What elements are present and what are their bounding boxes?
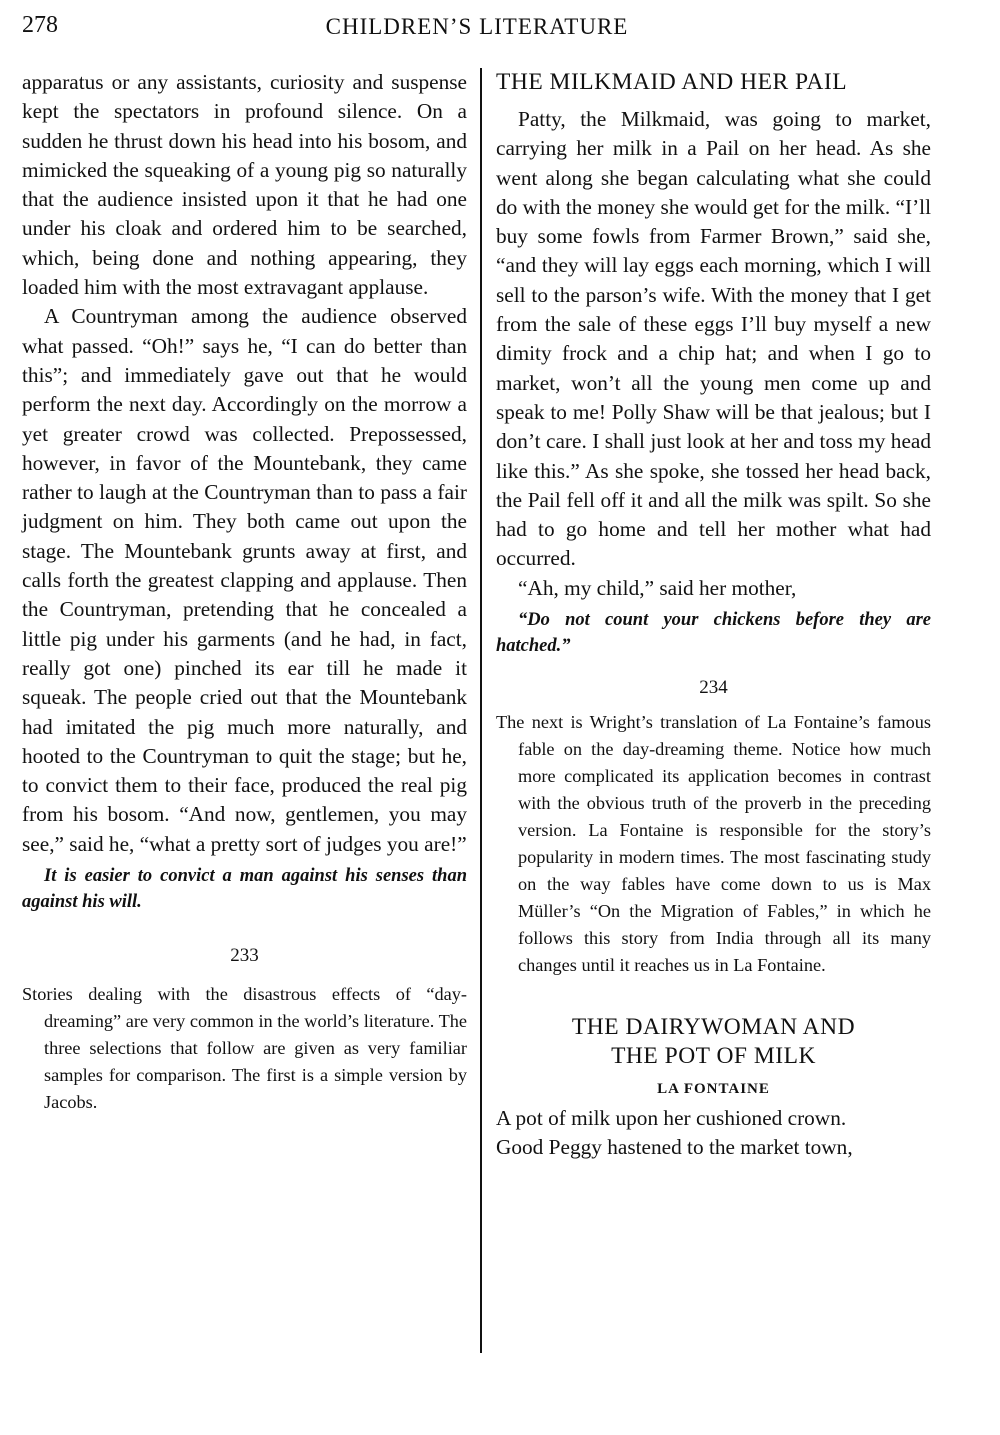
section-title-dairywoman-line-1: THE DAIRYWOMAN AND — [571, 1014, 856, 1041]
right-paragraph-2: “Ah, my child,” said her mother, — [518, 575, 797, 600]
page-number: 278 — [22, 12, 58, 38]
running-title: CHILDREN’S LITERATURE — [325, 14, 629, 39]
author-name: LA FONTAINE — [657, 1081, 770, 1098]
left-column — [22, 68, 467, 1116]
note-234: The next is Wright’s translation of La Fontaine’s famous fable on the day-dreaming theme. Notice how much more complicated its application becomes in contrast with the obvious truth of the proverb in the preceding version. La Fontaine is responsible for the story’s popularity in modern times. The most fascinating study on the way fables have come down to us is Max Müller’s “On the Migration of Fables,” in which he follows this story from India through all its many changes until it reaches us in La Fontaine. — [496, 712, 931, 976]
verse-line-2: Good Peggy hastened to the market town, — [496, 1135, 853, 1160]
left-moral: It is easier to convict a man against his senses than against his will. — [22, 866, 467, 913]
right-column — [496, 68, 931, 1163]
note-233: Stories dealing with the disastrous effects of “day-dreaming” are very common in the world’s literature. The three selections that follow are given as very familiar samples for comparison. The first is a simple version by Jacobs. — [22, 984, 467, 1113]
note-number-233: 233 — [230, 945, 259, 967]
section-title-dairywoman — [496, 1013, 931, 1071]
right-paragraph-1: Patty, the Milkmaid, was going to market, carrying her milk in a Pail on her head. As she went along she began calculating what she could do with the money she would get for the milk. “I’ll buy some fowls from Farmer Brown,” said she, “and they will lay eggs each morning, which I will sell to the parson’s wife. With the money that I get from the sale of these eggs I’ll buy myself a new dimity frock and a chip hat; and when I go to market, won’t all the young men come up and speak to me! Polly Shaw will be that jealous; but I don’t care. I shall just look at her and toss my head like this.” As she spoke, she tossed her head back, the Pail fell off it and all the milk was spilt. So she had to go home and tell her mother what had occurred. — [496, 107, 931, 571]
right-moral: “Do not count your chickens before they are hatched.” — [496, 610, 931, 657]
left-paragraph-2: A Countryman among the audience observed what passed. “Oh!” says he, “I can do better than this”; and immediately gave out that he would perform the next day. Accordingly on the morrow a yet greater crowd was collected. Prepossessed, however, in favor of the Mountebank, they came rather to laugh at the Countryman than to pass a fair judgment on him. They both came out upon the stage. The Mountebank grunts away at first, and calls forth the greatest clapping and applause. Then the Countryman, pretending that he concealed a little pig under his garments (and he had, in fact, really got one) pinched its ear till he made it squeak. The people cried out that the Mountebank had imitated the pig much more naturally, and hooted to the Countryman to quit the stage; but he, to convict them to their face, produced the real pig from his bosom. “And now, gentlemen, you may see,” said he, “what a pretty sort of judges you are!” — [22, 304, 467, 856]
column-divider — [480, 68, 482, 1353]
verse-line-1: A pot of milk upon her cushioned crown. — [496, 1106, 847, 1131]
left-paragraph-1: apparatus or any assistants, curiosity and suspense kept the spectators in profound silence. On a sudden he thrust down his head into his bosom, and mimicked the squeaking of a young pig so naturally that the audience insisted upon it that he had one under his cloak and ordered him to be searched, which, being done and nothing appearing, they loaded him with the most extravagant applause. — [22, 70, 467, 300]
section-title-milkmaid: THE MILKMAID AND HER PAIL — [496, 69, 848, 95]
note-number-234: 234 — [699, 677, 728, 699]
page-header — [22, 8, 932, 44]
section-title-dairywoman-line-2: THE POT OF MILK — [611, 1043, 816, 1070]
